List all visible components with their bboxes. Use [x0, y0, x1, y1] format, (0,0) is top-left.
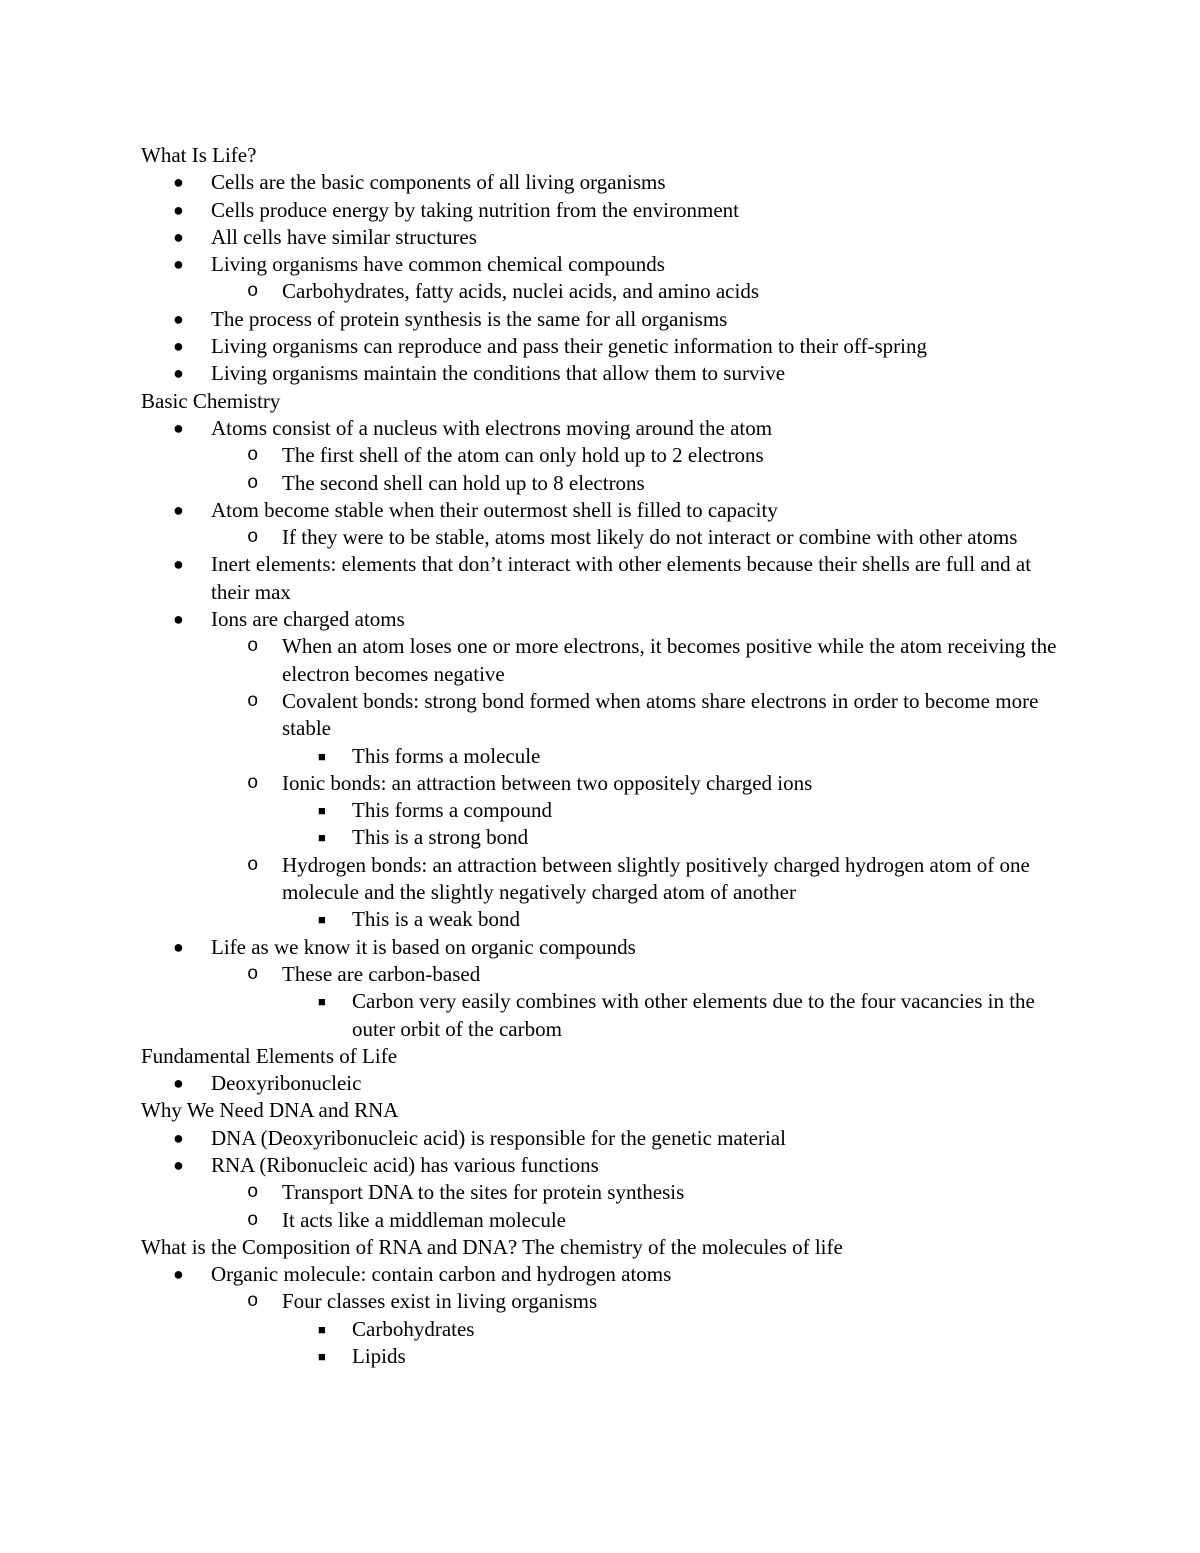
line-text: This is a weak bond	[352, 907, 520, 932]
bullet-marker: o	[247, 962, 259, 985]
line-text: Basic Chemistry	[141, 388, 281, 413]
line-text: RNA (Ribonucleic acid) has various functions	[211, 1152, 599, 1177]
line-text: Atoms consist of a nucleus with electrons moving around the atom	[211, 415, 773, 440]
bullet-marker: ●	[173, 172, 184, 193]
bullet-marker: ●	[173, 1264, 184, 1285]
bullet-marker: o	[247, 771, 259, 794]
line-text: These are carbon-based	[282, 961, 481, 986]
line-text: Ions are charged atoms	[211, 607, 405, 632]
list-item-level-1	[141, 1070, 1071, 1097]
line-text: Fundamental Elements of Life	[141, 1043, 398, 1068]
bullet-marker: ●	[173, 226, 184, 247]
list-item-level-1	[141, 333, 1071, 360]
bullet-marker: ■	[318, 1321, 326, 1337]
list-item-level-1	[141, 415, 1071, 442]
line-text: It acts like a middleman molecule	[282, 1207, 566, 1232]
list-item-level-2	[141, 688, 1071, 743]
list-item-level-1	[141, 360, 1071, 387]
list-item-level-1	[141, 551, 1071, 606]
line-text: Inert elements: elements that don’t interact with other elements because their shells are full and at their max	[211, 552, 1032, 604]
line-text: Atom become stable when their outermost shell is filled to capacity	[211, 497, 778, 522]
list-item-level-1	[141, 169, 1071, 196]
bullet-marker: o	[247, 526, 259, 549]
section-heading	[141, 1234, 1071, 1261]
line-text: Living organisms can reproduce and pass their genetic information to their off-spring	[211, 334, 927, 359]
line-text: The process of protein synthesis is the same for all organisms	[211, 306, 728, 331]
bullet-marker: ■	[318, 830, 326, 846]
bullet-marker: ●	[173, 499, 184, 520]
bullet-marker: o	[247, 280, 259, 303]
list-item-level-3	[141, 743, 1071, 770]
bullet-marker: o	[247, 689, 259, 712]
bullet-marker: ●	[173, 254, 184, 275]
bullet-marker: ■	[318, 1349, 326, 1365]
list-item-level-1	[141, 1152, 1071, 1179]
list-item-level-1	[141, 1125, 1071, 1152]
line-text: Why We Need DNA and RNA	[141, 1098, 399, 1123]
list-item-level-3	[141, 1343, 1071, 1370]
bullet-marker: ●	[173, 609, 184, 630]
line-text: This forms a molecule	[352, 743, 541, 768]
line-text: Organic molecule: contain carbon and hydrogen atoms	[211, 1262, 672, 1287]
line-text: Carbohydrates, fatty acids, nuclei acids, and amino acids	[282, 279, 760, 304]
line-text: If they were to be stable, atoms most likely do not interact or combine with other atoms	[282, 525, 1018, 550]
section-heading	[141, 388, 1071, 415]
line-text: The second shell can hold up to 8 electrons	[282, 470, 645, 495]
line-text: Four classes exist in living organisms	[282, 1289, 598, 1314]
bullet-marker: ●	[173, 1073, 184, 1094]
bullet-marker: ●	[173, 554, 184, 575]
list-item-level-2	[141, 1207, 1071, 1234]
bullet-marker: ●	[173, 336, 184, 357]
bullet-marker: ■	[318, 994, 326, 1010]
list-item-level-2	[141, 633, 1071, 688]
list-item-level-1	[141, 934, 1071, 961]
list-item-level-1	[141, 224, 1071, 251]
bullet-marker: ●	[173, 417, 184, 438]
line-text: This forms a compound	[352, 798, 553, 823]
list-item-level-3	[141, 824, 1071, 851]
list-item-level-2	[141, 470, 1071, 497]
bullet-marker: o	[247, 1290, 259, 1313]
bullet-marker: o	[247, 444, 259, 467]
list-item-level-2	[141, 1179, 1071, 1206]
bullet-marker: ■	[318, 803, 326, 819]
section-heading	[141, 142, 1071, 169]
list-item-level-1	[141, 251, 1071, 278]
line-text: Lipids	[352, 1344, 406, 1369]
line-text: Transport DNA to the sites for protein synthesis	[282, 1180, 685, 1205]
list-item-level-3	[141, 797, 1071, 824]
line-text: Carbon very easily combines with other elements due to the four vacancies in the outer orbit of the carbom	[352, 989, 1035, 1041]
list-item-level-1	[141, 497, 1071, 524]
line-text: Cells produce energy by taking nutrition from the environment	[211, 197, 739, 222]
line-text: This is a strong bond	[352, 825, 529, 850]
section-heading	[141, 1097, 1071, 1124]
list-item-level-1	[141, 306, 1071, 333]
list-item-level-2	[141, 852, 1071, 907]
bullet-marker: ●	[173, 363, 184, 384]
line-text: The first shell of the atom can only hold up to 2 electrons	[282, 443, 764, 468]
list-item-level-3	[141, 906, 1071, 933]
line-text: Life as we know it is based on organic compounds	[211, 934, 636, 959]
line-text: Deoxyribonucleic	[211, 1071, 362, 1096]
line-text: DNA (Deoxyribonucleic acid) is responsible for the genetic material	[211, 1125, 786, 1150]
bullet-marker: ■	[318, 748, 326, 764]
bullet-marker: ●	[173, 199, 184, 220]
line-text: All cells have similar structures	[211, 224, 477, 249]
bullet-marker: o	[247, 1181, 259, 1204]
line-text: Living organisms have common chemical compounds	[211, 252, 665, 277]
line-text: Carbohydrates	[352, 1316, 475, 1341]
document-body	[141, 142, 1071, 1370]
line-text: Hydrogen bonds: an attraction between slightly positively charged hydrogen atom of one molecule and the slightly negatively charged atom of another	[282, 852, 1030, 905]
line-text: When an atom loses one or more electrons, it becomes positive while the atom receiving the electron becomes negative	[282, 634, 1057, 686]
list-item-level-2	[141, 278, 1071, 305]
list-item-level-2	[141, 524, 1071, 551]
line-text: Covalent bonds: strong bond formed when atoms share electrons in order to become more stable	[282, 688, 1039, 741]
bullet-marker: ■	[318, 912, 326, 928]
bullet-marker: ●	[173, 936, 184, 957]
line-text: Ionic bonds: an attraction between two oppositely charged ions	[282, 770, 813, 795]
list-item-level-2	[141, 1288, 1071, 1315]
list-item-level-2	[141, 770, 1071, 797]
line-text: What is the Composition of RNA and DNA? The chemistry of the molecules of life	[141, 1234, 843, 1259]
line-text: Cells are the basic components of all living organisms	[211, 170, 666, 195]
list-item-level-1	[141, 197, 1071, 224]
line-text: Living organisms maintain the conditions that allow them to survive	[211, 361, 786, 386]
bullet-marker: o	[247, 471, 259, 494]
bullet-marker: ●	[173, 308, 184, 329]
bullet-marker: ●	[173, 1154, 184, 1175]
list-item-level-1	[141, 606, 1071, 633]
list-item-level-3	[141, 988, 1071, 1043]
section-heading	[141, 1043, 1071, 1070]
line-text: What Is Life?	[141, 143, 257, 167]
list-item-level-2	[141, 961, 1071, 988]
bullet-marker: ●	[173, 1127, 184, 1148]
bullet-marker: o	[247, 635, 259, 658]
bullet-marker: o	[247, 1208, 259, 1231]
bullet-marker: o	[247, 853, 259, 876]
list-item-level-1	[141, 1261, 1071, 1288]
list-item-level-2	[141, 442, 1071, 469]
list-item-level-3	[141, 1316, 1071, 1343]
